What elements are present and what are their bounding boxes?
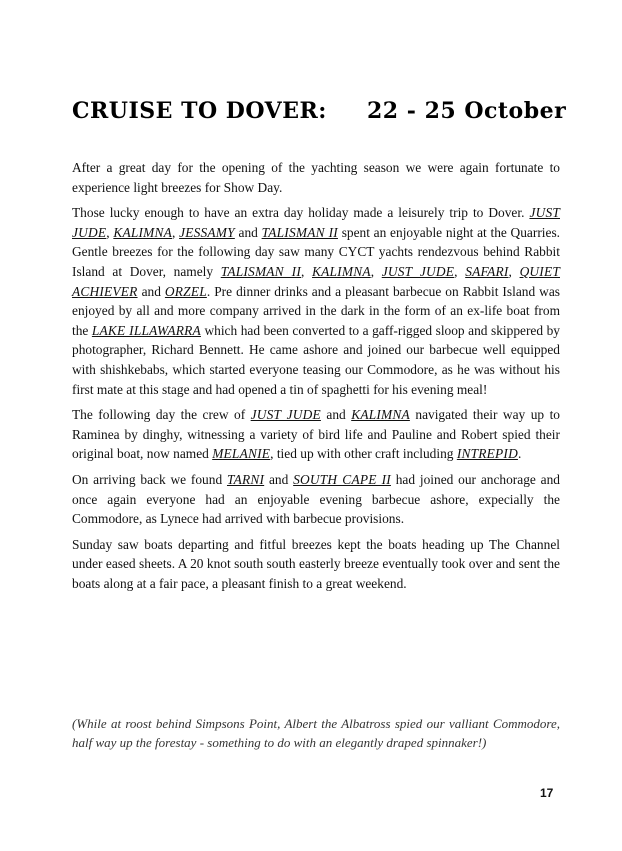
albatross-note: (While at roost behind Simpsons Point, Albert the Albatross spied our valliant Commodore, half way up the forestay - something to do with an elegantly draped spinnaker!): [72, 716, 560, 750]
paragraph-4: [72, 470, 560, 529]
paragraph-2: [72, 203, 560, 399]
article-body: [72, 158, 560, 599]
title-main: CRUISE TO DOVER:: [72, 98, 327, 124]
text-run: The following day the crew of: [72, 407, 251, 423]
page-number: 17: [540, 786, 554, 800]
boat-name: SOUTH CAPE II: [293, 471, 391, 487]
boat-name: QUIET ACHIEVER: [72, 263, 560, 299]
boat-name: SAFARI: [465, 263, 509, 279]
boat-name: ORZEL: [164, 283, 207, 299]
text-run: spent an enjoyable night at the Quarries. Gentle breezes for the following day saw many CYCT yachts rendezvous behind Rabbit Island at Dover, namely: [72, 224, 561, 279]
text-run: navigated their way up to Raminea by dinghy, witnessing a variety of bird life and Pauline and Robert spied their original boat, now named: [72, 407, 560, 462]
article-title: [72, 98, 567, 124]
text-run: Sunday saw boats departing and fitful breezes kept the boats heading up The Channel under eased sheets. A 20 knot south south easterly breeze eventually took over and sent the boats along at a fair pace, a pleasant finish to a great weekend.: [72, 536, 560, 591]
boat-name: TALISMAN II: [220, 263, 301, 279]
text-run: , tied up with other craft including: [270, 446, 457, 462]
text-run: On arriving back we found: [72, 471, 227, 487]
text-run: ,: [454, 263, 466, 279]
text-run: .: [517, 446, 522, 462]
text-run: . Pre dinner drinks and a pleasant barbecue on Rabbit Island was enjoyed by all and more company arrived in the dark in the form of an ex-life boat from the: [72, 283, 560, 338]
boat-name: TALISMAN II: [261, 224, 338, 240]
title-dates: 22 - 25 October: [367, 98, 567, 124]
text-run: and: [234, 224, 262, 240]
text-run: After a great day for the opening of the yachting season we were again fortunate to experience light breezes for Show Day.: [72, 160, 560, 195]
boat-name: KALIMNA: [312, 263, 371, 279]
text-run: had joined our anchorage and once again everyone had an enjoyable evening barbecue ashore, expecially the Commodore, as Lynece had arrived with barbecue provisions.: [72, 471, 561, 527]
boat-name: MELANIE: [212, 446, 271, 462]
paragraph-3: [72, 405, 560, 464]
text-run: ,: [106, 224, 114, 240]
text-run: which had been converted to a gaff-rigged sloop and skippered by photographer, Richard Bennett. He came ashore and joined our barbecue well equipped with shishkebabs, which started everyone teasing our Commodore, as he was without his first mate at this stage and had opened a tin of spaghetti for his evening meal!: [72, 322, 560, 397]
boat-name: JUST JUDE: [72, 205, 560, 240]
boat-name: KALIMNA: [351, 407, 410, 423]
text-run: Those lucky enough to have an extra day holiday made a leisurely trip to Dover.: [72, 205, 530, 221]
text-run: ,: [301, 263, 313, 279]
boat-name: TARNI: [226, 471, 265, 487]
boat-name: JUST JUDE: [381, 263, 455, 279]
boat-name: JESSAMY: [179, 224, 235, 240]
paragraph-5: [72, 535, 560, 594]
text-run: ,: [172, 224, 180, 240]
text-run: and: [320, 407, 352, 423]
boat-name: INTREPID: [456, 446, 518, 462]
text-run: ,: [370, 263, 382, 279]
boat-name: JUST JUDE: [250, 407, 321, 423]
boat-name: KALIMNA: [113, 224, 173, 240]
boat-name: LAKE ILLAWARRA: [91, 322, 201, 338]
paragraph-1: [72, 158, 560, 197]
text-run: ,: [508, 263, 520, 279]
text-run: and: [137, 283, 165, 299]
text-run: and: [264, 471, 294, 487]
